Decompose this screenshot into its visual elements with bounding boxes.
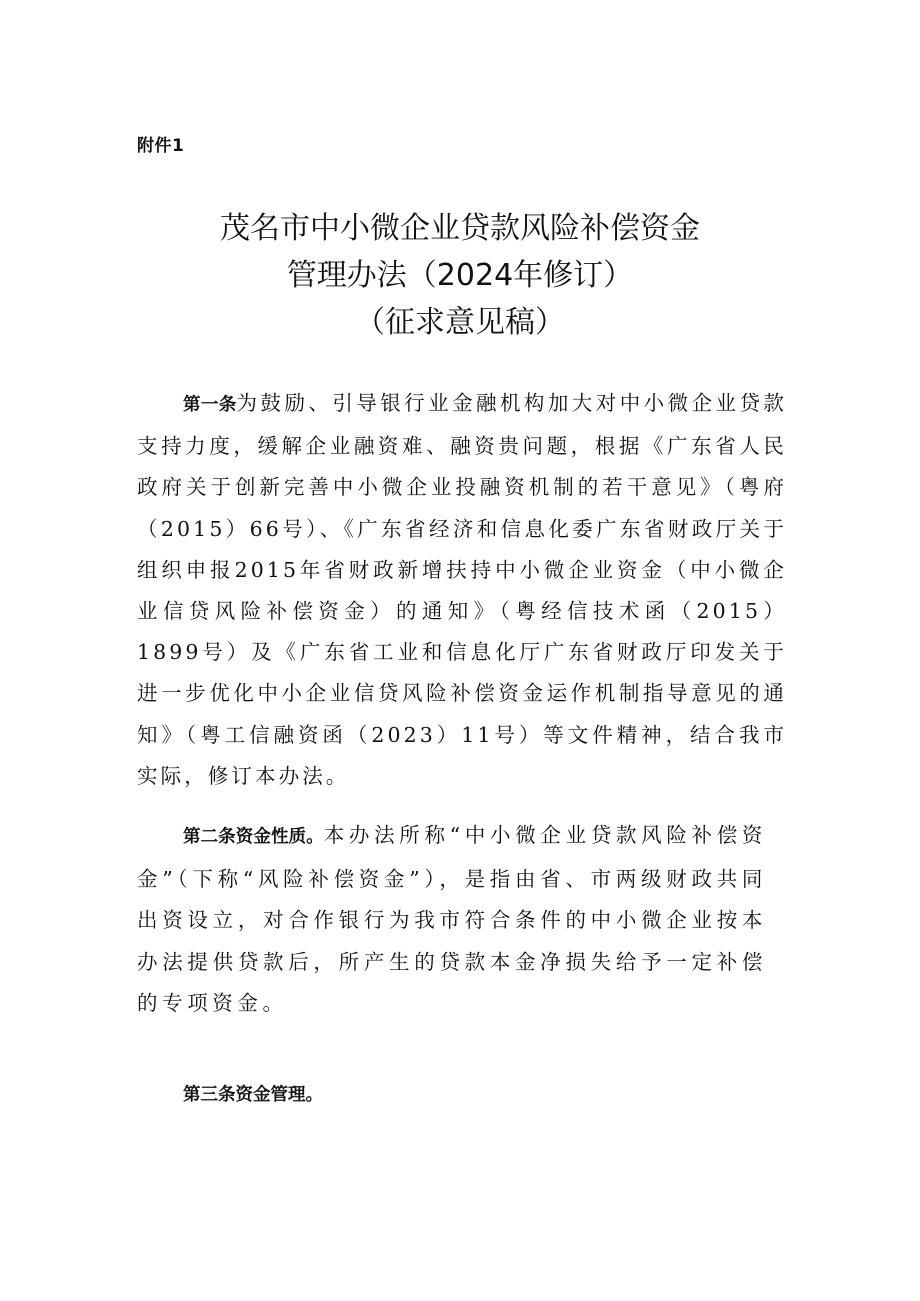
- title-line-3: （征求意见稿）: [355, 305, 565, 340]
- attachment-label: 附件1: [137, 136, 185, 156]
- article-2: [137, 815, 767, 1025]
- article-1-heading: 第一条: [183, 395, 237, 415]
- article-1: [137, 383, 787, 797]
- article-2-heading: 第二条资金性质。: [183, 827, 324, 847]
- article-2-text: 本办法所称“中小微企业贷款风险补偿资金”（下称“风险补偿资金”），是指由省、市两级财政共同出资设立，对合作银行为我市符合条件的中小微企业按本办法提供贷款后，所产生的贷款本金净损失给予一定补偿的专项资金。: [137, 823, 768, 1016]
- title-line-1: 茂名市中小微企业贷款风险补偿资金: [220, 211, 700, 246]
- document-title: [0, 205, 920, 346]
- article-3: [137, 1073, 787, 1116]
- title-line-2: 管理办法（2024年修订）: [286, 258, 634, 293]
- article-3-heading: 第三条资金管理。: [183, 1085, 323, 1105]
- article-1-text: 为鼓励、引导银行业金融机构加大对中小微企业贷款支持力度，缓解企业融资难、融资贵问题，根据《广东省人民政府关于创新完善中小微企业投融资机制的若干意见》（粤府（2015）66号）、《广东省经济和信息化委广东省财政厅关于组织申报2015年省财政新增扶持中小微企业资金（中小微企业信贷风险补偿资金）的通知》（粤经信技术函（2015）1899号）及《广东省工业和信息化厅广东省财政厅印发关于进一步优化中小企业信贷风险补偿资金运作机制指导意见的通知》（粤工信融资函（2023）11号）等文件精神，结合我市实际，修订本办法。: [137, 391, 787, 788]
